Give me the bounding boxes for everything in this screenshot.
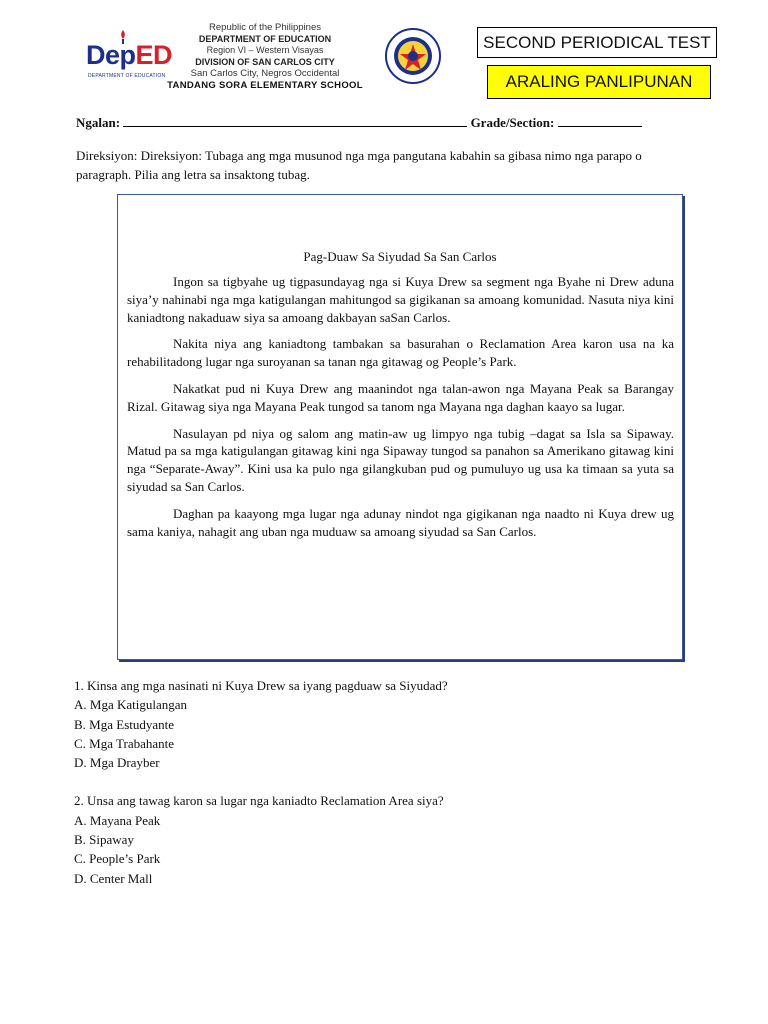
passage-paragraph: Nakita niya ang kaniadtong tambakan sa basurahan o Reclamation Area karon usa na ka rehabilitadong lugar nga suroyanan sa tanan nga gitawag og People’s Park. <box>127 336 674 370</box>
answer-option[interactable]: C. People’s Park <box>74 851 161 867</box>
address-line: San Carlos City, Negros Occidental <box>190 68 340 79</box>
answer-option[interactable]: A. Mayana Peak <box>74 812 161 828</box>
passage-title: Pag-Duaw Sa Siyudad Sa San Carlos <box>303 249 497 264</box>
reading-passage-box <box>117 194 683 660</box>
deped-seal-icon <box>385 28 441 84</box>
answer-option[interactable]: A. Mga Katigulangan <box>74 697 188 713</box>
school-header <box>160 22 370 91</box>
passage-body <box>127 273 674 549</box>
passage-paragraph: Ingon sa tigbyahe ug tigpasundayag nga si Kuya Drew sa segment nga Byahe ni Drew aduna siya’y nahinabi nga mga katigulangan mahitungod sa gigikanan sa amoang komunidad. Nasuta niya kini kaniadtong nakaduaw siya sa amoang dakbayan saSan Carlos. <box>127 274 674 325</box>
department-line: DEPARTMENT OF EDUCATION <box>198 33 332 44</box>
directions-text: Direksiyon: Direksiyon: Tubaga ang mga musunod nga mga pangutana kabahin sa gibasa nimo nga parapo o paragraph. Pilia ang letra sa insaktong tubag. <box>76 148 642 182</box>
grade-section-blank[interactable] <box>558 114 642 127</box>
name-grade-line <box>76 114 642 131</box>
question-text: 1. Kinsa ang mga nasinati ni Kuya Drew sa iyang pagduaw sa Siyudad? <box>74 678 448 693</box>
questions-section <box>74 676 714 907</box>
answer-option[interactable]: B. Sipaway <box>74 832 134 848</box>
test-title-box: SECOND PERIODICAL TEST <box>477 27 717 58</box>
region-line: Region VI – Western Visayas <box>206 45 324 55</box>
grade-section-label: Grade/Section: <box>470 115 555 130</box>
subject-box: ARALING PANLIPUNAN <box>487 65 711 99</box>
passage-paragraph: Daghan pa kaayong mga lugar nga adunay nindot nga gigikanan nga naadto ni Kuya drew ug sama kaniya, nahagit ang uban nga muduaw sa amoang siyudad sa San Carlos. <box>127 505 674 539</box>
answer-option[interactable]: D. Center Mall <box>74 870 153 886</box>
name-label: Ngalan: <box>76 115 121 130</box>
answer-option[interactable]: D. Mga Drayber <box>74 755 160 771</box>
deped-logo-subtext: DEPARTMENT OF EDUCATION <box>88 73 166 79</box>
division-line: DIVISION OF SAN CARLOS CITY <box>195 56 335 67</box>
passage-paragraph: Nakatkat pud ni Kuya Drew ang maanindot nga talan-awon nga Mayana Peak sa Barangay Rizal. Gitawag siya nga Mayana Peak tungod sa tanom nga Mayana nga daghan kaayo sa lugar. <box>127 380 674 414</box>
answer-option[interactable]: B. Mga Estudyante <box>74 716 175 732</box>
question-2 <box>74 791 714 887</box>
deped-logo-text: DepED <box>86 40 173 70</box>
republic-line: Republic of the Philippines <box>209 22 321 33</box>
school-name: TANDANG SORA ELEMENTARY SCHOOL <box>167 79 363 91</box>
answer-option[interactable]: C. Mga Trabahante <box>74 735 175 751</box>
question-1 <box>74 676 714 772</box>
question-text: 2. Unsa ang tawag karon sa lugar nga kaniadto Reclamation Area siya? <box>74 793 444 809</box>
name-blank[interactable] <box>123 114 467 127</box>
passage-paragraph: Nasulayan pd niya og salom ang matin-aw ug limpyo nga tubig –dagat sa Isla sa Sipaway. Matud pa sa mga katigulangan gitawag kini nga Sipaway tungod sa panahon sa Amerikano gitawag kini nga “Separate-Away”. Kini usa ka pulo nga gilangkuban pud og pumuluyo ug usa ka timaan sa yuta sa siyudad sa San Carlos. <box>127 425 674 494</box>
